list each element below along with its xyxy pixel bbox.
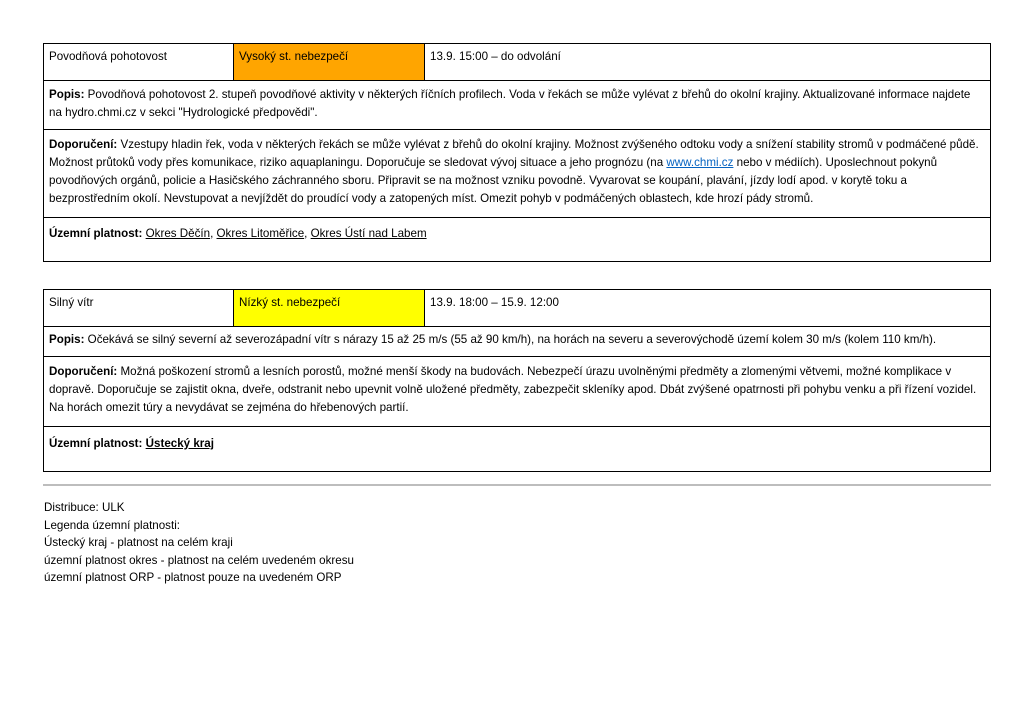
territory: Územní platnost: Okres Děčín, Okres Litoměřice, Okres Ústí nad Labem	[49, 227, 427, 240]
recommendation-text: Možná poškození stromů a lesních porostů, možné menší škody na budovách. Nebezpečí úrazu uvolněnými předměty a zlomenými větvemi, možné komplikace v dopravě. Doporučuje se zajistit okna, dveře, odstranit nebo upevnit volně uložené předměty, zabezpečit skleníky apod. Dbát zvýšené opatrnosti při pohybu venku a při řízení vozidel. Na horách omezit túry a nevydávat se zejména do hřebenových partií.	[49, 365, 977, 414]
territory-link-litomerice[interactable]: Okres Litoměřice	[216, 227, 305, 240]
warning-header	[44, 44, 990, 81]
legend-title: Legenda územní platnosti:	[44, 518, 181, 532]
territory-link-decin[interactable]: Okres Děčín	[145, 227, 211, 240]
legend-item: územní platnost okres - platnost na celém uvedeném okresu	[44, 553, 354, 567]
phenomenon: Silný vítr	[44, 290, 234, 326]
legend-item: Ústecký kraj - platnost na celém kraji	[44, 536, 233, 549]
warning-header	[44, 290, 990, 327]
recommendation	[44, 357, 990, 427]
validity: 13.9. 15:00 – do odvolání	[430, 50, 561, 63]
recommendation-label: Doporučení:	[49, 365, 118, 378]
territory-label: Územní platnost:	[49, 437, 143, 450]
legend-item: územní platnost ORP - platnost pouze na uvedeném ORP	[44, 571, 342, 584]
warning-wind	[43, 289, 991, 472]
description	[44, 81, 990, 130]
validity: 13.9. 18:00 – 15.9. 12:00	[430, 296, 559, 309]
warning-flood	[43, 43, 991, 262]
description-label: Popis:	[49, 333, 85, 346]
description-text: Očekává se silný severní až severozápadní vítr s nárazy 15 až 25 m/s (55 až 90 km/h), na horách na severu a severovýchodě území kolem 30 m/s (kolem 110 km/h).	[87, 333, 937, 346]
distribution: Distribuce: ULK	[44, 501, 125, 514]
description-text: Povodňová pohotovost 2. stupeň povodňové aktivity v některých říčních profilech. Voda v řekách se může vylévat z břehů do okolní krajiny. Aktualizované informace najdete na hydro.chmi.cz v sekci "Hydrologické předpovědi".	[49, 88, 971, 119]
description-label: Popis:	[49, 88, 85, 101]
danger-level: Vysoký st. nebezpečí	[234, 44, 425, 80]
territory-link-usti[interactable]: Okres Ústí nad Labem	[310, 227, 427, 240]
territory-link-ustecky-kraj[interactable]: Ústecký kraj	[145, 437, 214, 450]
territory	[44, 427, 990, 472]
territory-label: Územní platnost:	[49, 227, 143, 240]
recommendation-label: Doporučení:	[49, 138, 118, 151]
chmi-link[interactable]: www.chmi.cz	[666, 156, 734, 169]
phenomenon: Povodňová pohotovost	[44, 44, 234, 80]
danger-level: Nízký st. nebezpečí	[234, 290, 425, 326]
footer	[44, 499, 354, 587]
recommendation	[44, 130, 990, 218]
description	[44, 327, 990, 357]
recommendation-text: Vzestupy hladin řek, voda v některých řekách se může vylévat z břehů do okolní krajiny. Možnost zvýšeného odtoku vody a snížení stability stromů v podmáčené půdě. Možnost průtoků vody přes komunikace, riziko aquaplaningu. Doporučuje se sledovat vývoj situace a jeho prognózu (na	[49, 138, 979, 169]
separator-line	[43, 484, 991, 486]
recommendation-text-rest: nebo v médiích). Uposlechnout pokynů povodňových orgánů, policie a Hasičského záchranného sboru. Připravit se na možnost vzniku povodně. Vyvarovat se koupání, plavání, jízdy lodí apod. v korytě toku a bezprostředním okolí. Nevstupovat a nevjíždět do proudící vody a zatopených míst. Omezit pohyb v podmáčených oblastech, kde hrozí pády stromů.	[49, 156, 938, 205]
